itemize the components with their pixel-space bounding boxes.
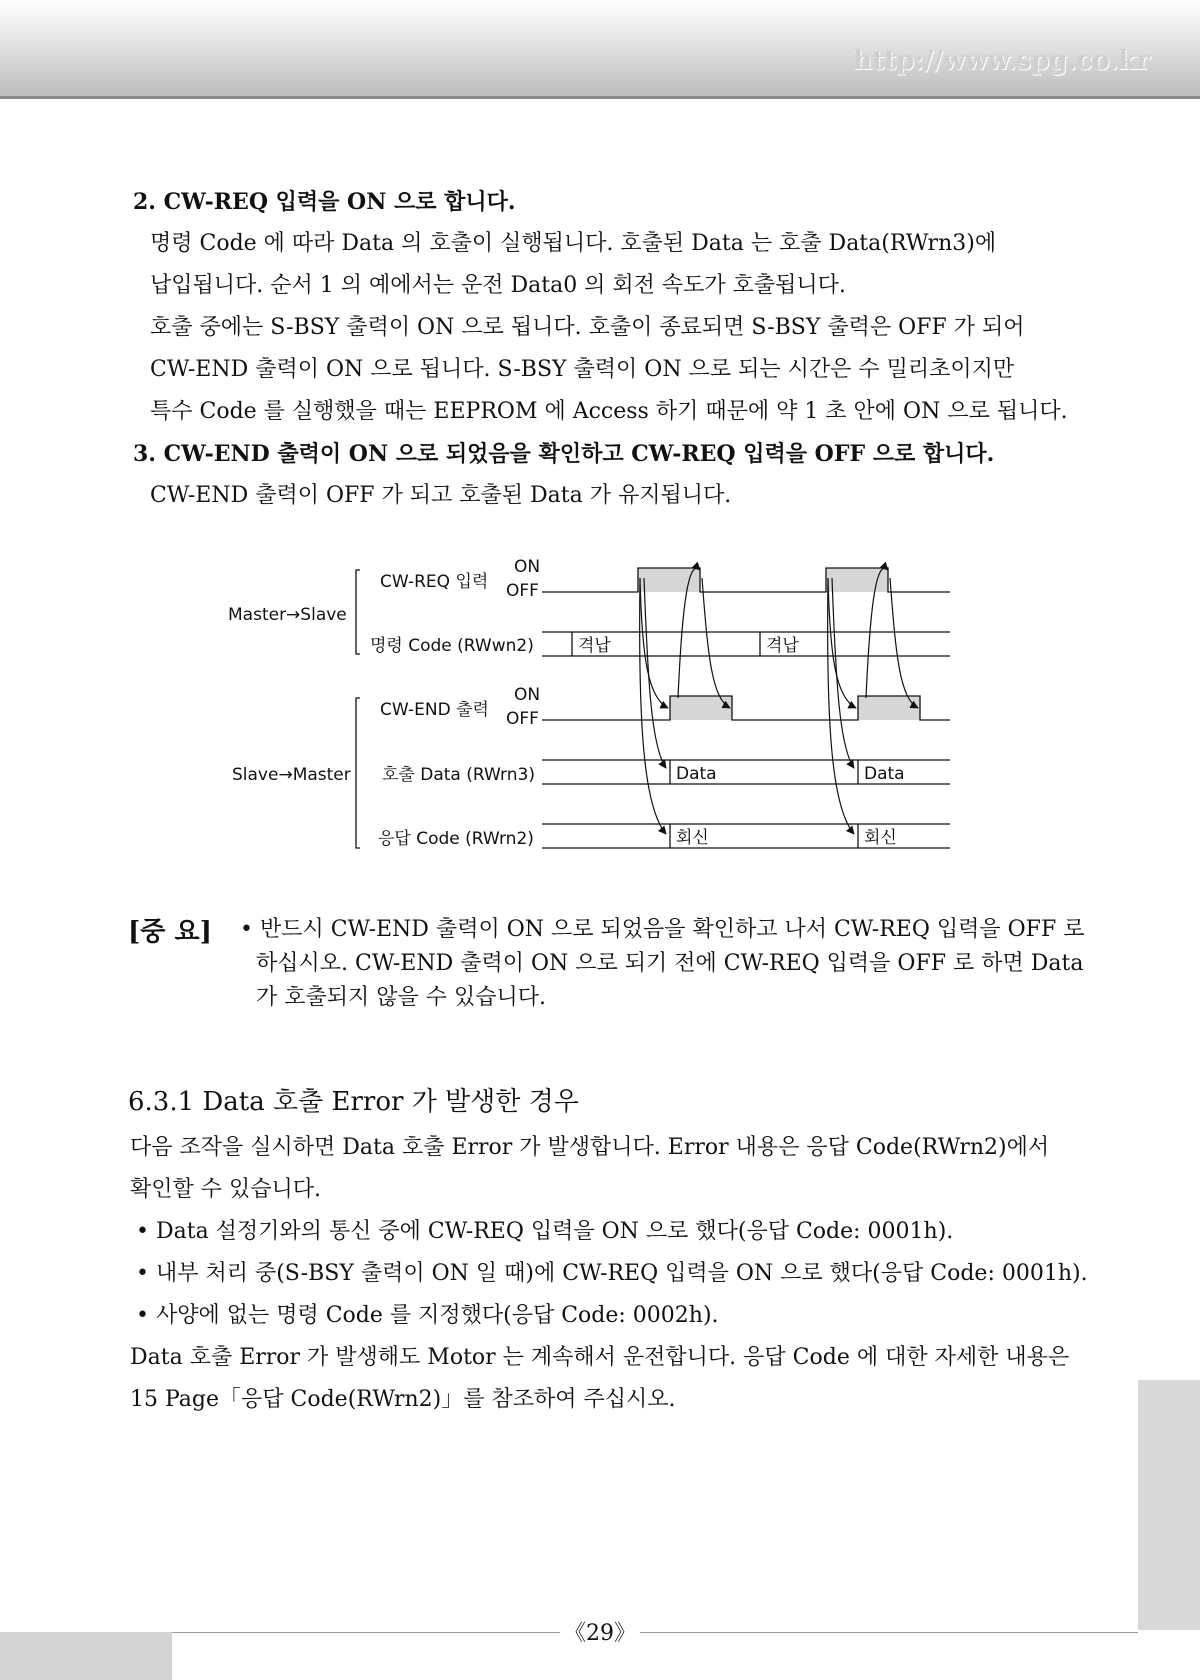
note-line-2: 하십시오. CW-END 출력이 ON 으로 되기 전에 CW-REQ 입력을 OFF 로 하면 Data xyxy=(256,951,1084,976)
call-data-1: Data xyxy=(676,764,717,784)
cwend-pulse-1 xyxy=(670,696,732,720)
label-on-cwreq: ON xyxy=(514,557,541,577)
step2-title: 2. CW-REQ 입력을 ON 으로 합니다. xyxy=(133,189,516,215)
command-stored-1: 격납 xyxy=(578,636,611,656)
arrow-req-to-reply-2 xyxy=(828,578,854,834)
response-reply-1: 회신 xyxy=(676,828,709,848)
side-tab xyxy=(1138,1380,1200,1630)
command-stored-2: 격납 xyxy=(766,636,799,656)
label-slave-master: Slave→Master xyxy=(232,765,351,785)
footer-rule-right xyxy=(638,1632,1138,1633)
section-intro-1: 다음 조작을 실시하면 Data 호출 Error 가 발생합니다. Error 내용은 응답 Code(RWrn2)에서 xyxy=(130,1135,1050,1160)
arrow-req-to-reply-1 xyxy=(640,578,666,834)
header-url: http://www.spg.co.kr xyxy=(853,46,1150,76)
signal-cwreq: CW-REQ 입력 xyxy=(380,572,489,592)
cwreq-pulse-1 xyxy=(638,568,700,592)
signal-cwend: CW-END 출력 xyxy=(380,700,489,720)
step2-line-4: CW-END 출력이 ON 으로 됩니다. S-BSY 출력이 ON 으로 되는 시간은 수 밀리초이지만 xyxy=(150,357,1015,382)
step3-line: CW-END 출력이 OFF 가 되고 호출된 Data 가 유지됩니다. xyxy=(150,483,732,508)
response-reply-2: 회신 xyxy=(864,828,897,848)
step3-title: 3. CW-END 출력이 ON 으로 되었음을 확인하고 CW-REQ 입력을 OFF 으로 합니다. xyxy=(133,441,995,467)
label-on-cwend: ON xyxy=(514,685,541,705)
signal-call-data: 호출 Data (RWrn3) xyxy=(382,765,535,785)
arrow-req-to-data-2 xyxy=(832,578,854,768)
section-bullet-2: • 내부 처리 중(S-BSY 출력이 ON 일 때)에 CW-REQ 입력을 ON 으로 했다(응답 Code: 0001h). xyxy=(136,1261,1088,1286)
label-off-cwreq: OFF xyxy=(506,581,539,601)
footer-block xyxy=(0,1632,172,1680)
arrow-req-to-data-1 xyxy=(644,578,666,768)
section-bullet-1: • Data 설정기와의 통신 중에 CW-REQ 입력을 ON 으로 했다(응답 Code: 0001h). xyxy=(136,1219,954,1244)
master-bracket xyxy=(356,570,360,654)
signal-command-code: 명령 Code (RWwn2) xyxy=(370,636,534,656)
step2-line-1: 명령 Code 에 따라 Data 의 호출이 실행됩니다. 호출된 Data 는 호출 Data(RWrn3)에 xyxy=(150,231,997,256)
header-rule xyxy=(0,96,1200,99)
section-outro-2: 15 Page「응답 Code(RWrn2)」를 참조하여 주십시오. xyxy=(130,1387,676,1412)
step2-line-2: 납입됩니다. 순서 1 의 예에서는 운전 Data0 의 회전 속도가 호출됩니다. xyxy=(150,273,846,298)
arrow-reqoff-to-endoff-1 xyxy=(702,578,730,708)
signal-response-code: 응답 Code (RWrn2) xyxy=(378,829,534,849)
section-bullet-3: • 사양에 없는 명령 Code 를 지정했다(응답 Code: 0002h). xyxy=(136,1303,719,1328)
footer-rule-left xyxy=(172,1632,562,1633)
cwreq-pulse-2 xyxy=(826,568,888,592)
section-intro-2: 확인할 수 있습니다. xyxy=(130,1177,321,1202)
cwreq-wave xyxy=(542,568,950,592)
step2-line-3: 호출 중에는 S-BSY 출력이 ON 으로 됩니다. 호출이 종료되면 S-BSY 출력은 OFF 가 되어 xyxy=(150,315,1025,340)
section-outro-1: Data 호출 Error 가 발생해도 Motor 는 계속해서 운전합니다. 응답 Code 에 대한 자세한 내용은 xyxy=(130,1345,1070,1370)
slave-bracket xyxy=(356,698,360,848)
timing-diagram xyxy=(200,548,960,860)
cwend-pulse-2 xyxy=(858,696,920,720)
note-label: [중 요] xyxy=(128,917,212,947)
section-title: 6.3.1 Data 호출 Error 가 발생한 경우 xyxy=(128,1087,579,1117)
note-line-3: 가 호출되지 않을 수 있습니다. xyxy=(256,985,546,1010)
page-number: 《29》 xyxy=(560,1616,640,1647)
note-line-1: • 반드시 CW-END 출력이 ON 으로 되었음을 확인하고 나서 CW-REQ 입력을 OFF 로 xyxy=(240,917,1085,942)
call-data-2: Data xyxy=(864,764,905,784)
label-off-cwend: OFF xyxy=(506,709,539,729)
arrow-reqoff-to-endoff-2 xyxy=(890,578,918,708)
label-master-slave: Master→Slave xyxy=(228,605,347,625)
step2-line-5: 특수 Code 를 실행했을 때는 EEPROM 에 Access 하기 때문에 약 1 초 안에 ON 으로 됩니다. xyxy=(150,399,1068,424)
